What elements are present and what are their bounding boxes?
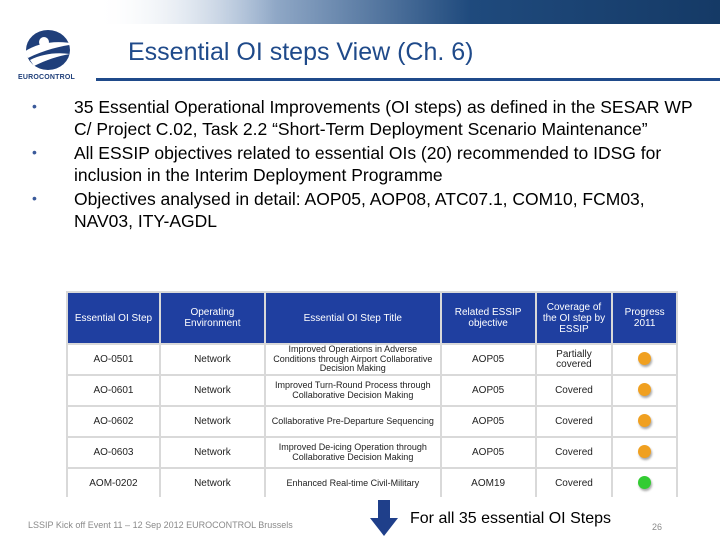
col-header-env: Operating Environment [161,293,264,343]
cell-env: Network [161,469,264,498]
cell-step: AO-0501 [68,345,159,374]
title-divider [96,78,720,81]
cell-progress [613,345,676,374]
bullet-list [26,96,706,234]
cell-coverage: Covered [537,407,612,436]
bullet-text: Objectives analysed in detail: AOP05, AOP08, ATC07.1, COM10, FCM03, NAV03, ITY-AGDL [74,189,645,231]
cell-title: Improved Operations in Adverse Conditions through Airport Collaborative Decision Making [266,345,440,374]
logo-wordmark: EUROCONTROL [18,74,76,81]
cell-coverage: Covered [537,438,612,467]
col-header-step: Essential OI Step [68,293,159,343]
slide-title: Essential OI steps View (Ch. 6) [128,38,474,66]
progress-dot-icon [638,352,651,365]
cell-coverage: Covered [537,469,612,498]
bullet-text: 35 Essential Operational Improvements (OI steps) as defined in the SESAR WP C/ Project C.02, Task 2.2 “Short-Term Deployment Scenario Maintenance” [74,97,693,139]
bullet-item [26,142,706,186]
cell-env: Network [161,345,264,374]
cell-env: Network [161,438,264,467]
cell-step: AOM-0202 [68,469,159,498]
col-header-coverage: Coverage of the OI step by ESSIP [537,293,612,343]
col-header-objective: Related ESSIP objective [442,293,535,343]
cell-objective: AOP05 [442,345,535,374]
col-header-progress: Progress 2011 [613,293,676,343]
cell-objective: AOP05 [442,438,535,467]
table-caption: For all 35 essential OI Steps [410,510,611,527]
table-header-row [68,293,676,343]
down-arrow-icon [370,500,398,536]
progress-dot-icon [638,445,651,458]
table-row [68,469,676,498]
cell-progress [613,407,676,436]
progress-dot-icon [638,414,651,427]
cell-objective: AOP05 [442,376,535,405]
bullet-item [26,188,706,232]
cell-env: Network [161,376,264,405]
cell-title: Enhanced Real-time Civil-Military [266,469,440,498]
cell-progress [613,438,676,467]
bullet-dot-icon: • [32,190,37,206]
col-header-title: Essential OI Step Title [266,293,440,343]
cell-step: AO-0603 [68,438,159,467]
bullet-dot-icon: • [32,98,37,114]
cell-title: Improved Turn-Round Process through Collaborative Decision Making [266,376,440,405]
footer-event-text: LSSIP Kick off Event 11 – 12 Sep 2012 EUROCONTROL Brussels [28,520,293,530]
cell-title: Collaborative Pre-Departure Sequencing [266,407,440,436]
cell-step: AO-0601 [68,376,159,405]
top-banner-fade [96,0,276,24]
cell-progress [613,376,676,405]
progress-dot-icon [638,383,651,396]
cell-objective: AOP05 [442,407,535,436]
table-row [68,345,676,374]
table-row [68,376,676,405]
table-row [68,407,676,436]
top-banner [96,0,720,24]
oi-steps-table [66,291,678,500]
page-number: 26 [652,522,663,532]
cell-coverage: Covered [537,376,612,405]
cell-step: AO-0602 [68,407,159,436]
bullet-item [26,96,706,140]
progress-dot-icon [638,476,651,489]
bullet-dot-icon: • [32,144,37,160]
cell-coverage: Partially covered [537,345,612,374]
cell-title: Improved De-icing Operation through Collaborative Decision Making [266,438,440,467]
cell-env: Network [161,407,264,436]
cell-progress [613,469,676,498]
oi-steps-table-container [66,291,678,497]
bullet-text: All ESSIP objectives related to essential OIs (20) recommended to IDSG for inclusion in the Interim Deployment Programme [74,143,662,185]
table-row [68,438,676,467]
cell-objective: AOM19 [442,469,535,498]
